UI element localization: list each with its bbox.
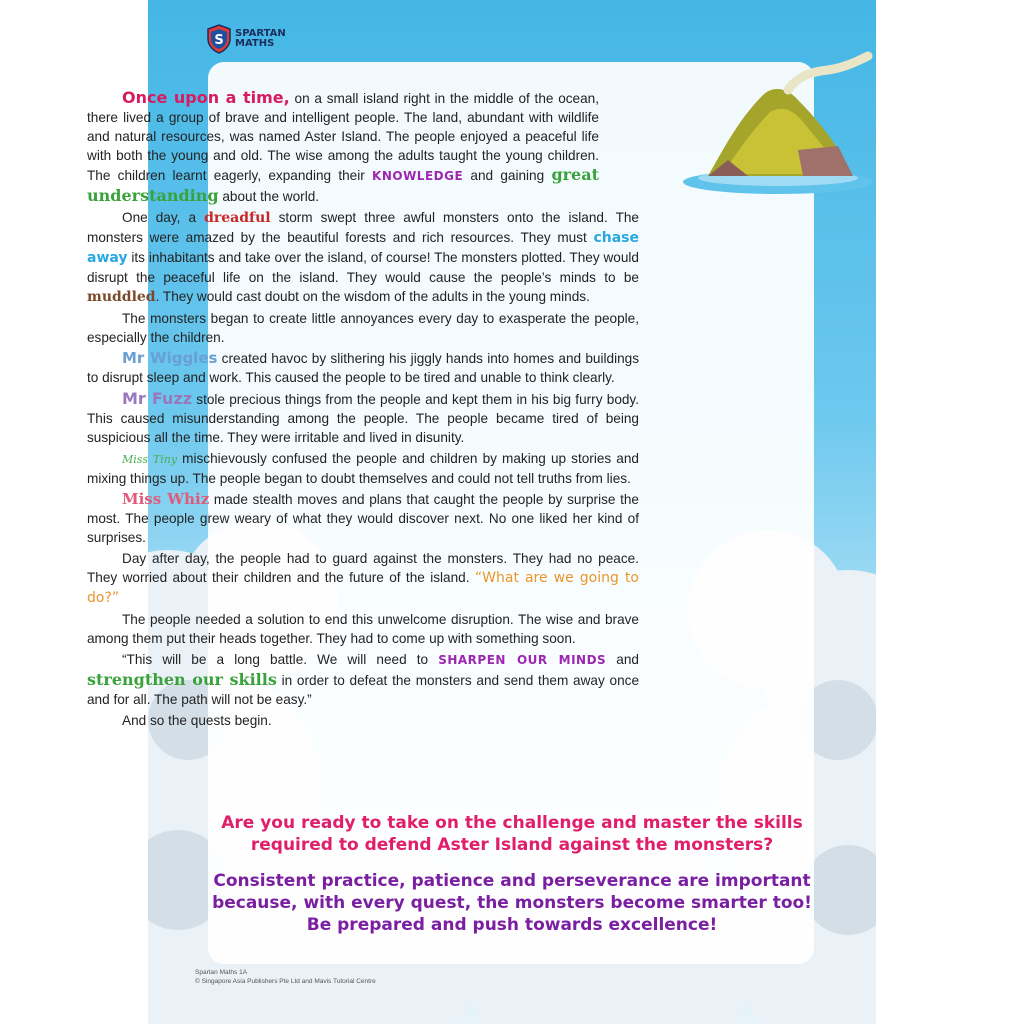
keyword-miss-tiny: Miss Tiny [122, 453, 178, 466]
paragraph-text: One day, a [122, 210, 205, 225]
story-paragraph-5 [87, 389, 639, 447]
story-paragraph-10 [87, 650, 639, 709]
footer-credits [195, 968, 376, 986]
logo-line-2: MATHS [235, 38, 275, 49]
story-paragraph-11: And so the quests begin. [122, 713, 272, 728]
footer-book-title: Spartan Maths 1A [195, 969, 248, 976]
story-text [87, 88, 639, 732]
paragraph-text: and gaining [463, 168, 552, 183]
spartan-maths-logo [206, 24, 286, 54]
keyword-knowledge: KNOWLEDGE [372, 169, 464, 183]
paragraph-text: stole precious things from the people and kept them in his big furry body. This caused misunderstanding among the people. The people became tired of being suspicious all the time. They were irritable and lived in disunity. [87, 392, 640, 445]
paragraph-text: storm swept three awful monsters onto the island. The monsters were amazed by the beautiful forests and rich resources. They must [87, 210, 639, 245]
story-paragraph-3: The monsters began to create little annoyances every day to exasperate the people, especially the children. [87, 311, 639, 345]
keyword-chase-away: chase away [87, 230, 639, 266]
story-paragraph-8 [87, 549, 639, 608]
keyword-muddled: muddled [87, 289, 156, 305]
story-paragraph-1 [87, 88, 639, 206]
paragraph-text: in order to defeat the monsters and send them away once and for all. The path will not be easy.” [87, 673, 639, 707]
challenge-question: Are you ready to take on the challenge and master the skills required to defend Aster Island against the monsters? [221, 813, 803, 855]
island-illustration [678, 50, 876, 200]
logo-line-1: SPARTAN [235, 28, 286, 39]
keyword-great-understanding: great understanding [87, 165, 599, 205]
paragraph-text: its inhabitants and take over the island, of course! The monsters plotted. They would disrupt the peaceful life on the island. They would cause the people’s minds to be [87, 250, 639, 285]
keyword-dreadful: dreadful [204, 210, 271, 226]
story-paragraph-9: The people needed a solution to end this unwelcome disruption. The wise and brave among them put their heads together. They had to come up with something soon. [87, 612, 639, 646]
footer-copyright: © Singapore Asia Publishers Pte Ltd and Mavis Tutorial Centre [195, 978, 376, 985]
keyword-sharpen-our-minds: SHARPEN OUR MINDS [438, 653, 607, 667]
paragraph-text: . They would cast doubt on the wisdom of the adults in the young minds. [155, 289, 590, 304]
paragraph-text: created havoc by slithering his jiggly hands into homes and buildings to disrupt sleep and work. This caused the people to be tired and unable to think clearly. [87, 351, 640, 385]
keyword-strengthen-our-skills: strengthen our skills [87, 670, 277, 689]
story-paragraph-7 [87, 490, 639, 547]
paragraph-text: mischievously confused the people and children by making up stories and mixing things up. The people began to doubt themselves and could not tell truths from lies. [87, 451, 639, 486]
paragraph-text: and [606, 652, 639, 667]
story-paragraph-2 [87, 208, 639, 307]
keyword-once-upon-a-time: Once upon a time, [122, 88, 290, 107]
keyword-mr-wiggles: Mr Wiggles [122, 349, 218, 367]
keyword-miss-whiz: Miss Whiz [122, 490, 210, 508]
keyword-mr-fuzz: Mr Fuzz [122, 389, 193, 408]
paragraph-text: Day after day, the people had to guard against the monsters. They had no peace. They worried about their children and the future of the island. [87, 551, 639, 585]
paragraph-text: made stealth moves and plans that caught the people by surprise the most. The people grew weary of what they would discover next. No one liked her kind of surprises. [87, 492, 639, 545]
paragraph-text: on a small island right in the middle of the ocean, there lived a group of brave and intelligent people. The land, abundant with wildlife and natural resources, was named Aster Island. The people enjoyed a peaceful life with both the young and old. The wise among the adults taught the young children. The children learnt eagerly, expanding their [87, 91, 600, 183]
story-paragraph-6 [87, 449, 639, 488]
paragraph-text: “This will be a long battle. We will need to [122, 652, 439, 667]
paragraph-text: about the world. [218, 189, 320, 204]
logo-emblem-letter: S [214, 33, 224, 48]
call-to-action [212, 812, 812, 936]
keyword-what-are-we-going-to-do: “What are we going to do?” [87, 570, 639, 606]
story-paragraph-4 [87, 349, 639, 387]
shield-icon [206, 24, 232, 54]
encouragement-message: Consistent practice, patience and perseverance are important because, with every quest, the monsters become smarter too! Be prepared and push towards excellence! [212, 871, 812, 935]
